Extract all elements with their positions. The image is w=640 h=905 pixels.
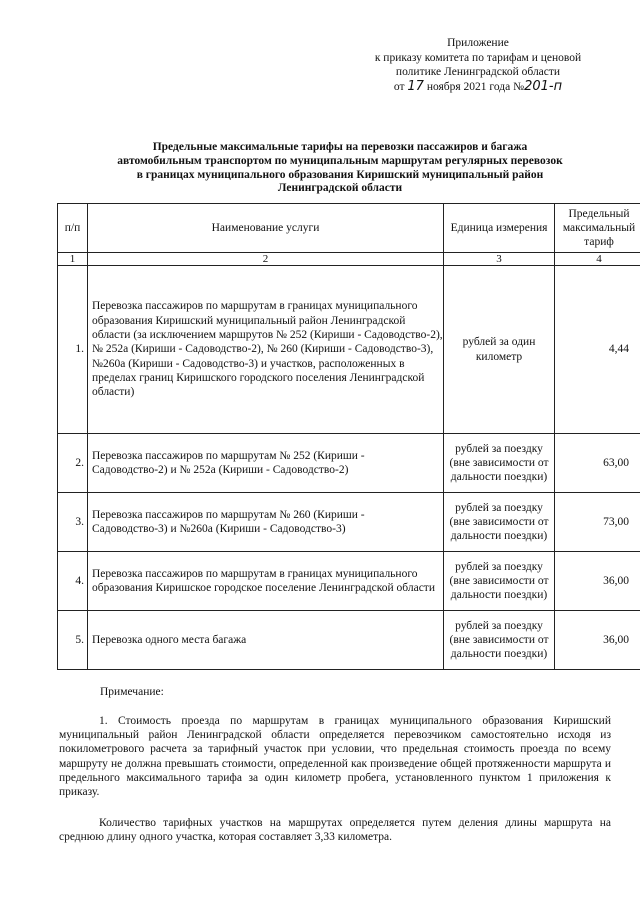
table-row [58, 266, 640, 434]
title-line-3: в границах муниципального образования Киришский муниципальный район [136, 168, 544, 181]
tariff-value: 63,00 [555, 434, 640, 493]
tariff-value: 36,00 [555, 611, 640, 670]
tariff-table [57, 203, 640, 670]
title-line-1: Предельные максимальные тарифы на перевозки пассажиров и багажа [152, 141, 528, 153]
handwritten-order-number: 201-п [524, 78, 563, 94]
appendix-date-line [338, 80, 618, 95]
date-middle: ноября 2021 года № [426, 80, 525, 93]
table-row [58, 493, 640, 552]
header-name: Наименование услуги [88, 204, 444, 253]
appendix-title: Приложение [447, 37, 509, 49]
date-prefix: от [393, 80, 405, 93]
service-name: Перевозка пассажиров по маршрутам № 252 (Кириши - Садоводство-2) и № 252а (Кириши - Садоводство-2) [88, 434, 444, 493]
row-number: 2. [58, 434, 88, 493]
appendix-order-line: к приказу комитета по тарифам и ценовой [374, 51, 582, 64]
row-number: 3. [58, 493, 88, 552]
table-header-row [58, 204, 640, 253]
row-number: 4. [58, 552, 88, 611]
row-number: 1. [58, 266, 88, 434]
unit-of-measure: рублей за поездку (вне зависимости от дальности поездки) [444, 611, 555, 670]
document-title [60, 141, 620, 196]
row-number: 5. [58, 611, 88, 670]
unit-of-measure: рублей за поездку (вне зависимости от дальности поездки) [444, 434, 555, 493]
unit-of-measure: рублей за один километр [444, 266, 555, 434]
handwritten-day: 17 [407, 78, 424, 94]
tariff-value: 73,00 [555, 493, 640, 552]
unit-of-measure: рублей за поездку (вне зависимости от дальности поездки) [444, 493, 555, 552]
column-index: 1 [58, 253, 88, 266]
service-name: Перевозка пассажиров по маршрутам в границах муниципального образования Киришский муниципальный район Ленинградской области (за исключением маршрутов № 252 (Кириши - Садоводство-2), № 252а (Кириши - Садоводство-2), № 260 (Кириши - Садоводство-3), №260а (Кириши - Садоводство-3) и участков, расположенных в пределах границ Киришского городского поселения Ленинградской области) [88, 266, 444, 434]
column-index-row [58, 253, 640, 266]
table-row [58, 611, 640, 670]
service-name: Перевозка пассажиров по маршрутам в границах муниципального образования Киришское городское поселение Ленинградской области [88, 552, 444, 611]
service-name: Перевозка одного места багажа [88, 611, 444, 670]
note-paragraph-1: 1. Стоимость проезда по маршрутам в границах муниципального образования Киришский муниципальный район Ленинградской области определяется перевозчиком самостоятельно исходя из покилометрового расчета за тарифный участок при условии, что предельная стоимость проезда по всему маршруту не должна превышать стоимости, определенной как произведение общей протяженности маршрута и предельного максимального тарифа за один километр пробега, установленного пунктом 1 приложения к приказу. [59, 715, 611, 799]
column-index: 2 [88, 253, 444, 266]
appendix-block [338, 36, 618, 94]
tariff-value: 4,44 [555, 266, 640, 434]
table-row [58, 552, 640, 611]
service-name: Перевозка пассажиров по маршрутам № 260 (Кириши - Садоводство-3) и №260а (Кириши - Садоводство-3) [88, 493, 444, 552]
notes-heading: Примечание: [100, 686, 164, 698]
header-tariff: Предельный максимальный тариф [555, 204, 640, 253]
title-line-2: автомобильным транспортом по муниципальным маршрутам регулярных перевозок [117, 154, 563, 167]
tariff-value: 36,00 [555, 552, 640, 611]
header-unit: Единица измерения [444, 204, 555, 253]
header-num: п/п [58, 204, 88, 253]
appendix-committee-line: политике Ленинградской области [395, 66, 561, 78]
note-paragraph-2: Количество тарифных участков на маршрутах определяется путем деления длины маршрута на среднюю длину одного участка, которая составляет 3,33 километра. [59, 817, 611, 844]
title-line-4: Ленинградской области [277, 182, 403, 195]
column-index: 3 [444, 253, 555, 266]
table-row [58, 434, 640, 493]
unit-of-measure: рублей за поездку (вне зависимости от дальности поездки) [444, 552, 555, 611]
column-index: 4 [555, 253, 640, 266]
